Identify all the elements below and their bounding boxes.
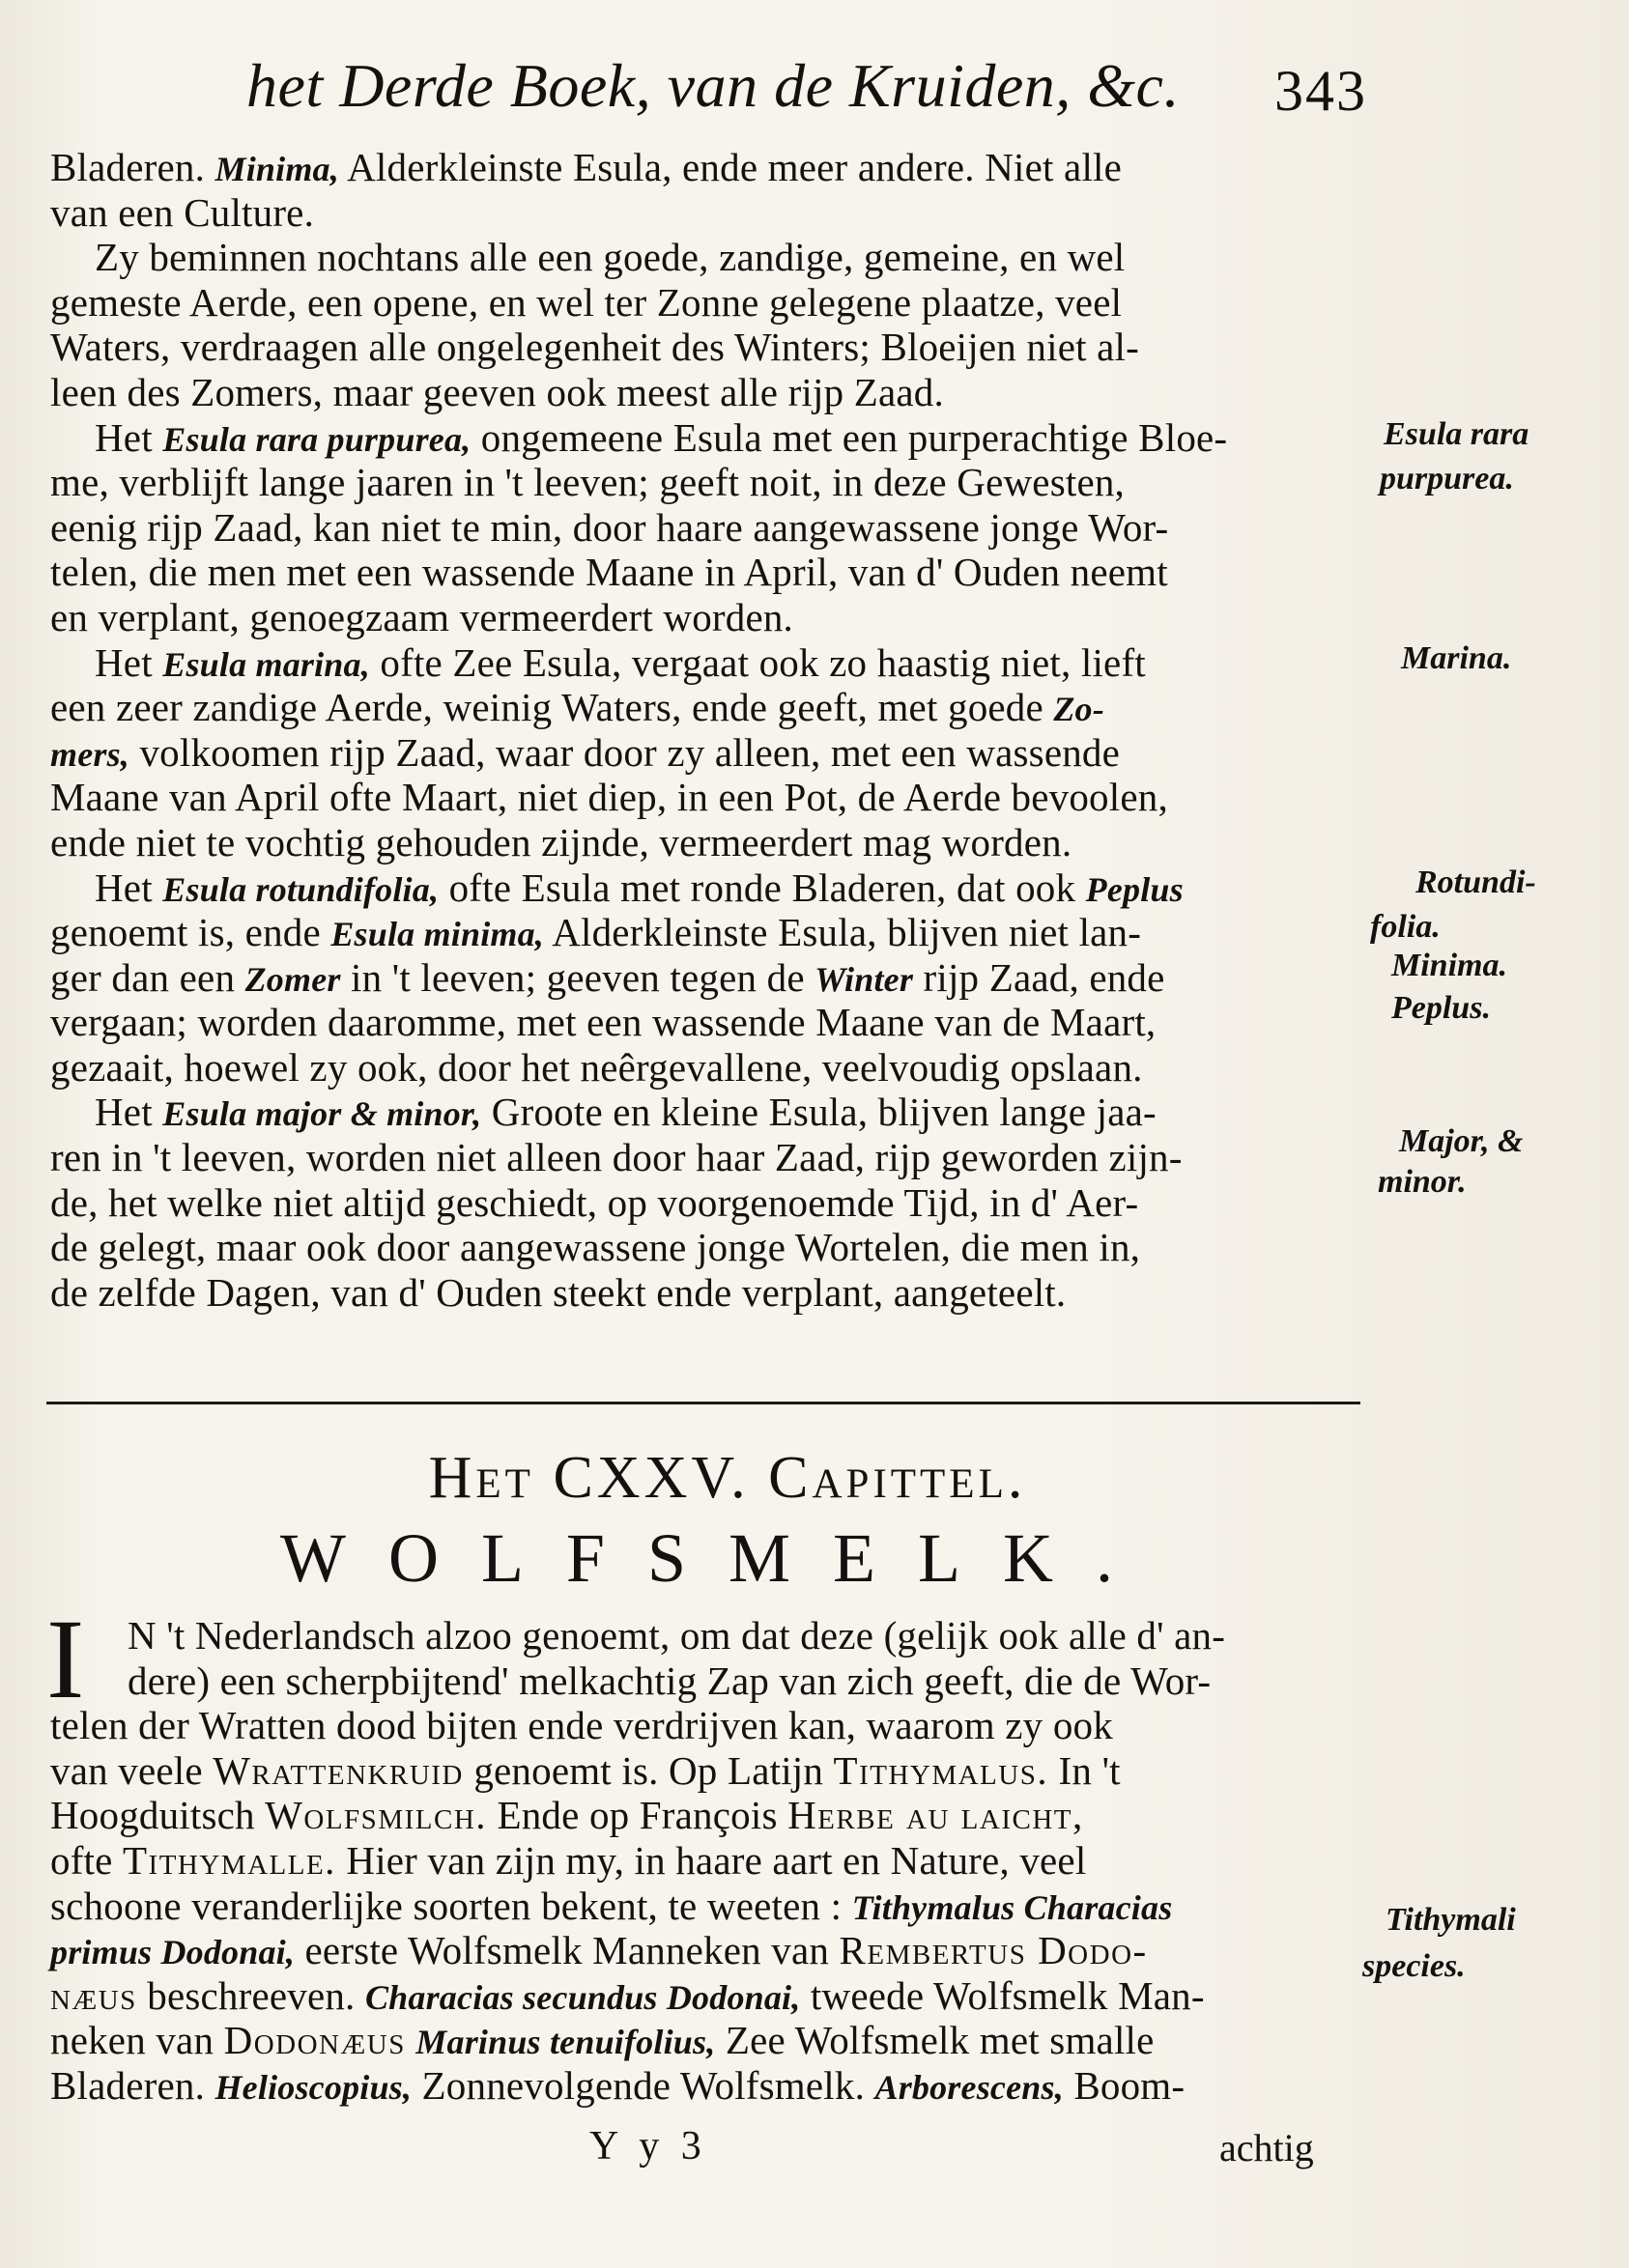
text-segment: Het	[95, 865, 163, 910]
margin-note-folia: folia.	[1370, 909, 1441, 945]
text-line	[50, 235, 1364, 280]
latin-term: Zo-	[1053, 690, 1104, 729]
text-segment: telen, die men met een wassende Maane in April, van d' Ouden neemt	[50, 550, 1168, 595]
text-segment: volkoomen rijp Zaad, waar door zy alleen, met een wassende	[129, 729, 1121, 775]
text-segment: genoemt is. Op Latijn	[463, 1747, 834, 1793]
text-segment: ofte Zee Esula, vergaat ook zo haastig niet, lieft	[369, 639, 1146, 685]
text-line	[50, 820, 1364, 865]
text-line	[50, 1973, 1364, 2019]
latin-term: Winter	[814, 959, 914, 999]
small-caps-term: Tithymalus.	[833, 1747, 1049, 1793]
text-segment: Alderkleinste Esula, ende meer andere. Niet alle	[338, 145, 1123, 189]
text-line	[50, 415, 1364, 461]
margin-note-peplus: Peplus.	[1391, 990, 1491, 1026]
small-caps-term: Rembertus Dodo-	[839, 1928, 1148, 1973]
text-line	[50, 775, 1364, 820]
margin-note-species: species.	[1362, 1948, 1466, 1984]
text-line	[50, 1045, 1364, 1091]
latin-term: Minima,	[214, 150, 339, 188]
text-segment: Het	[95, 639, 163, 685]
text-segment: ofte	[50, 1837, 123, 1883]
latin-term: Arborescens,	[874, 2067, 1064, 2107]
chapter-text	[50, 1613, 1364, 2109]
text-line	[50, 910, 1364, 955]
text-segment: eenig rijp Zaad, kan niet te min, door haare aangewassene jonge Wor-	[50, 504, 1169, 550]
text-segment: Alderkleinste Esula, blijven niet lan-	[544, 910, 1142, 955]
text-line	[50, 190, 1364, 236]
latin-term: Zomer	[244, 959, 341, 999]
text-segment: Maane van April ofte Maart, niet diep, in een Pot, de Aerde bevoolen,	[50, 775, 1168, 820]
text-line	[50, 505, 1364, 551]
chapter-subtitle: WOLFSMELK.	[280, 1519, 1156, 1597]
text-segment: In 't	[1048, 1747, 1121, 1793]
text-line	[50, 460, 1364, 505]
chapter-heading	[0, 1439, 1629, 1600]
latin-term: Esula marina,	[162, 644, 370, 684]
text-segment: Zy beminnen nochtans alle een goede, zandige, gemeine, en wel	[95, 235, 1126, 280]
running-title: het Derde Boek, van de Kruiden, &c.	[246, 51, 1180, 120]
small-caps-term: Dodonæus	[223, 2018, 406, 2063]
text-line	[50, 595, 1364, 640]
text-segment: schoone veranderlijke soorten bekent, te weeten :	[50, 1883, 852, 1928]
text-line	[50, 1748, 1364, 1794]
chapter-title: Het CXXV. Capittel.	[428, 1445, 1027, 1511]
text-line	[50, 955, 1364, 1001]
text-segment: neken van	[50, 2018, 224, 2063]
text-segment: Hier van zijn my, in haare aart en Nature, veel	[335, 1837, 1087, 1883]
text-line	[50, 1793, 1364, 1838]
signature-mark: Y y 3	[589, 2124, 707, 2169]
margin-note-purpurea: purpurea.	[1380, 461, 1514, 496]
text-segment: Zee Wolfsmelk met smalle	[715, 2018, 1155, 2063]
text-segment: de zelfde Dagen, van d' Ouden steekt ende verplant, aangeteelt.	[50, 1269, 1067, 1315]
text-segment: rijp Zaad, ende	[913, 954, 1165, 1000]
text-segment: Zonnevolgende Wolfsmelk.	[412, 2062, 875, 2108]
text-segment: Hoogduitsch	[50, 1793, 266, 1838]
catchword: achtig	[1219, 2126, 1314, 2169]
drop-cap: I	[46, 1596, 85, 1722]
text-segment: Het	[95, 414, 163, 460]
text-line	[50, 145, 1364, 190]
text-segment: gezaait, hoewel zy ook, door het neêrgevallene, veelvoudig opslaan.	[50, 1044, 1143, 1090]
text-line	[50, 1180, 1364, 1226]
text-segment: ende niet te vochtig gehouden zijnde, vermeerdert mag worden.	[50, 819, 1072, 865]
text-line	[50, 685, 1364, 730]
text-segment: Bladeren.	[50, 145, 215, 189]
body-text	[50, 145, 1364, 1315]
text-line	[50, 640, 1364, 686]
small-caps-term: Wrattenkruid	[213, 1747, 464, 1793]
latin-term: Esula minima,	[330, 915, 545, 954]
text-line	[50, 370, 1364, 415]
text-line	[50, 1225, 1364, 1270]
margin-note-tithymali: Tithymali	[1386, 1902, 1516, 1938]
text-segment: ofte Esula met ronde Bladeren, dat ook	[439, 865, 1086, 910]
small-caps-term: Tithymalle.	[123, 1837, 336, 1883]
margin-note-major: Major, &	[1399, 1123, 1524, 1159]
small-caps-term: næus	[50, 1972, 137, 2018]
latin-term: Marinus tenuifolius,	[415, 2023, 716, 2062]
text-segment: ren in 't leeven, worden niet alleen door haar Zaad, rijp geworden zijn-	[50, 1135, 1183, 1180]
text-line	[50, 1884, 1364, 1929]
text-line	[50, 1000, 1364, 1045]
text-line	[50, 1270, 1364, 1316]
text-segment: Bladeren.	[50, 2062, 215, 2108]
text-segment: leen des Zomers, maar geeven ook meest alle rijp Zaad.	[50, 369, 944, 414]
text-segment: Boom-	[1063, 2062, 1186, 2108]
text-segment: ger dan een	[50, 954, 245, 1000]
margin-note-minima: Minima.	[1391, 948, 1507, 983]
latin-term: mers,	[50, 734, 129, 774]
text-segment: en verplant, genoegzaam vermeerdert worden.	[50, 594, 794, 639]
text-segment: genoemt is, ende	[50, 910, 331, 955]
text-segment: Het	[95, 1090, 163, 1135]
page-number: 343	[1274, 59, 1367, 123]
text-line	[50, 2063, 1364, 2109]
text-segment: N 't Nederlandsch alzoo genoemt, om dat deze (gelijk ook alle d' an-	[128, 1613, 1226, 1658]
text-segment: de gelegt, maar ook door aangewassene jonge Wortelen, die men in,	[50, 1225, 1141, 1270]
text-line	[50, 1613, 1364, 1658]
text-line	[50, 1838, 1364, 1884]
latin-term: Esula rotundifolia,	[162, 869, 440, 909]
margin-note-marina: Marina.	[1401, 640, 1512, 676]
latin-term: Characias secundus Dodonai,	[364, 1977, 801, 2017]
text-line	[50, 280, 1364, 326]
text-segment: een zeer zandige Aerde, weinig Waters, ende geeft, met goede	[50, 685, 1054, 730]
text-line	[50, 550, 1364, 595]
text-line	[50, 730, 1364, 776]
text-line	[50, 1090, 1364, 1135]
text-segment: Ende op François	[487, 1793, 788, 1838]
margin-note-rotundifolia: Rotundi-	[1415, 865, 1536, 900]
text-segment: in 't leeven; geeven tegen de	[340, 954, 815, 1000]
text-segment: me, verblijft lange jaaren in 't leeven; geeft noit, in deze Gewesten,	[50, 460, 1125, 505]
text-segment: Waters, verdraagen alle ongelegenheit des Winters; Bloeijen niet al-	[50, 325, 1139, 370]
text-segment	[406, 2018, 415, 2062]
latin-term: Tithymalus Characias	[851, 1887, 1173, 1927]
section-rule	[46, 1402, 1360, 1404]
text-line	[50, 1135, 1364, 1180]
text-line	[50, 325, 1364, 370]
text-segment: gemeste Aerde, een opene, en wel ter Zonne gelegene plaatze, veel	[50, 279, 1123, 325]
margin-note-esula-rara: Esula rara	[1384, 416, 1529, 452]
text-line	[50, 1658, 1364, 1704]
small-caps-term: Wolfsmilch.	[265, 1793, 488, 1838]
latin-term: primus Dodonai,	[50, 1933, 296, 1972]
small-caps-term: Herbe au laicht,	[787, 1793, 1084, 1838]
text-segment: ongemeene Esula met een purperachtige Bloe-	[471, 414, 1228, 460]
text-line	[50, 865, 1364, 911]
text-segment: telen der Wratten dood bijten ende verdrijven kan, waarom zy ook	[50, 1703, 1113, 1748]
text-segment: dere) een scherpbijtend' melkachtig Zap van zich geeft, die de Wor-	[128, 1658, 1212, 1703]
text-line	[50, 2018, 1364, 2063]
text-segment: van veele	[50, 1747, 214, 1793]
text-line	[50, 1928, 1364, 1973]
text-segment: beschreeven.	[136, 1972, 365, 2018]
text-segment: Groote en kleine Esula, blijven lange jaa-	[481, 1090, 1157, 1135]
latin-term: Esula major & minor,	[162, 1094, 482, 1134]
text-segment: van een Culture.	[50, 189, 315, 235]
text-segment: tweede Wolfsmelk Man-	[800, 1972, 1205, 2018]
text-line	[50, 1703, 1364, 1748]
latin-term: Esula rara purpurea,	[162, 419, 472, 459]
latin-term: Helioscopius,	[214, 2067, 413, 2107]
running-head	[246, 50, 1367, 128]
text-segment: vergaan; worden daaromme, met een wassende Maane van de Maart,	[50, 1000, 1157, 1045]
margin-note-minor: minor.	[1378, 1164, 1467, 1200]
text-segment: de, het welke niet altijd geschiedt, op voorgenoemde Tijd, in d' Aer-	[50, 1179, 1139, 1225]
latin-term: Peplus	[1085, 869, 1184, 909]
text-segment: eerste Wolfsmelk Manneken van	[295, 1928, 840, 1973]
